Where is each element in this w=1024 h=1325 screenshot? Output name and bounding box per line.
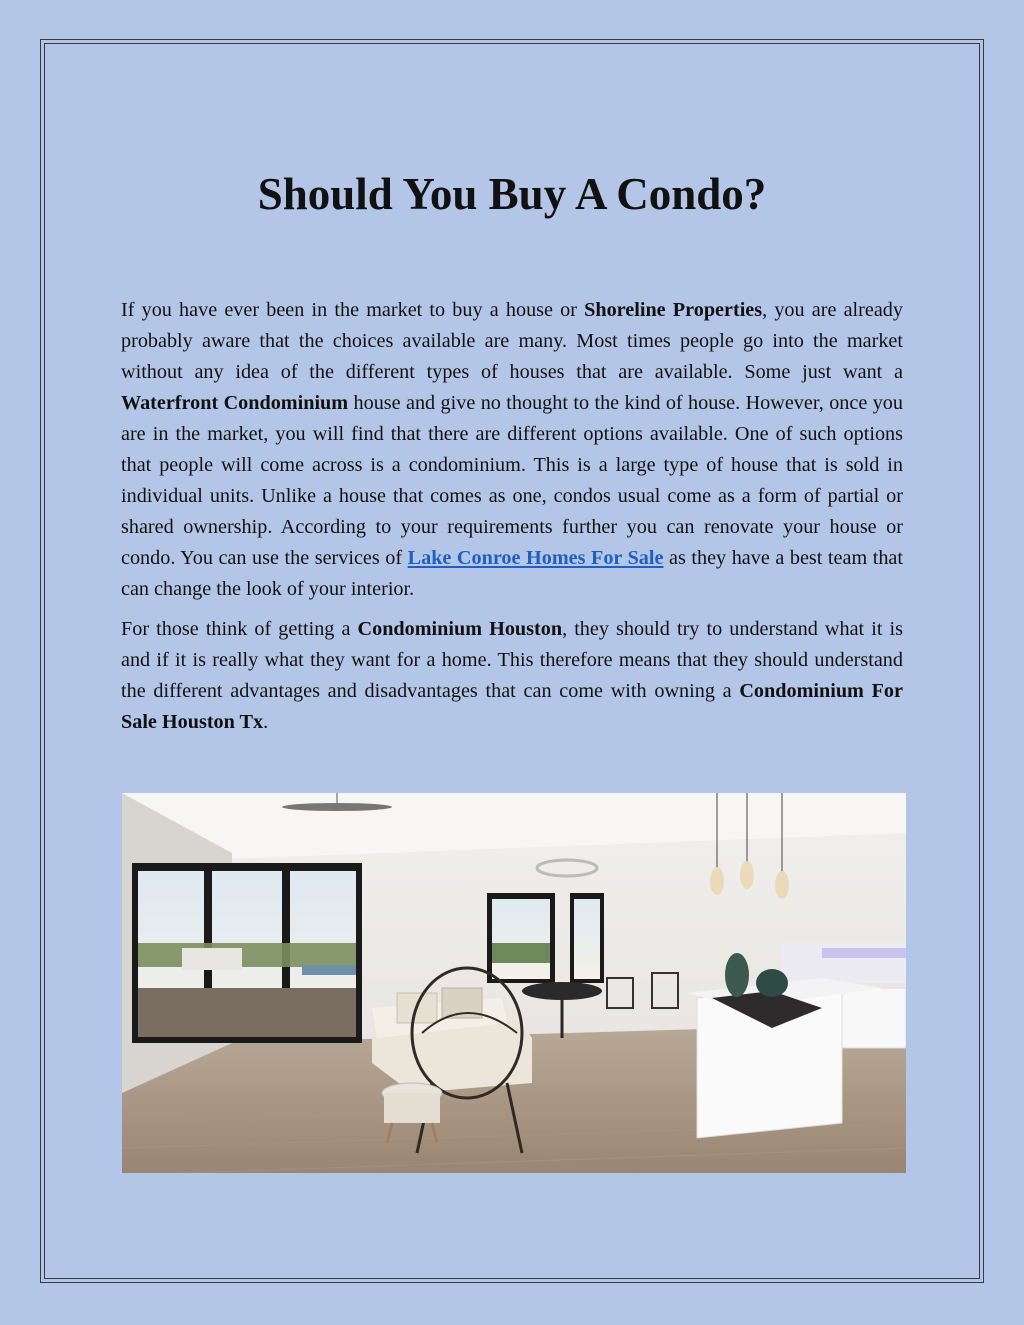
bold-term-waterfront: Waterfront Condominium bbox=[121, 392, 349, 414]
lake-conroe-link[interactable]: Lake Conroe Homes For Sale bbox=[407, 547, 664, 569]
paragraph-text: For those think of getting a bbox=[121, 618, 358, 640]
page-title: Should You Buy A Condo? bbox=[257, 169, 767, 219]
bold-term-condominium-for-sale: Condominium For Sale Houston Tx bbox=[121, 680, 903, 733]
paragraph-condominium bbox=[121, 614, 903, 738]
paragraph-text: , you are already probably aware that the choices available are many. Most times people go into the market without any idea of the different types of houses that are available. Some just want a bbox=[121, 299, 903, 383]
paragraph-text: . bbox=[263, 711, 269, 733]
condo-interior-illustration bbox=[122, 793, 906, 1173]
paragraph-text: , they should try to understand what it is and if it is really what they want for a home. This therefore means that they should understand the different advantages and disadvantages that can come with owning a bbox=[121, 618, 904, 702]
bold-term-condominium-houston: Condominium Houston bbox=[357, 618, 563, 640]
paragraph-text: as they have a best team that can change the look of your interior. bbox=[121, 547, 903, 600]
bold-term-shoreline: Shoreline Properties bbox=[584, 299, 763, 321]
article-body bbox=[121, 295, 903, 747]
paragraph-intro bbox=[121, 295, 903, 605]
condo-interior-photo bbox=[122, 793, 906, 1173]
paragraph-text: house and give no thought to the kind of house. However, once you are in the market, you will find that there are different options available. One of such options that people will come across is a condominium. This is a large type of house that is sold in individual units. Unlike a house that comes as one, condos usual come as a form of partial or shared ownership. According to your requirements further you can renovate your house or condo. You can use the services of bbox=[121, 392, 903, 569]
paragraph-text: If you have ever been in the market to buy a house or bbox=[121, 299, 585, 321]
